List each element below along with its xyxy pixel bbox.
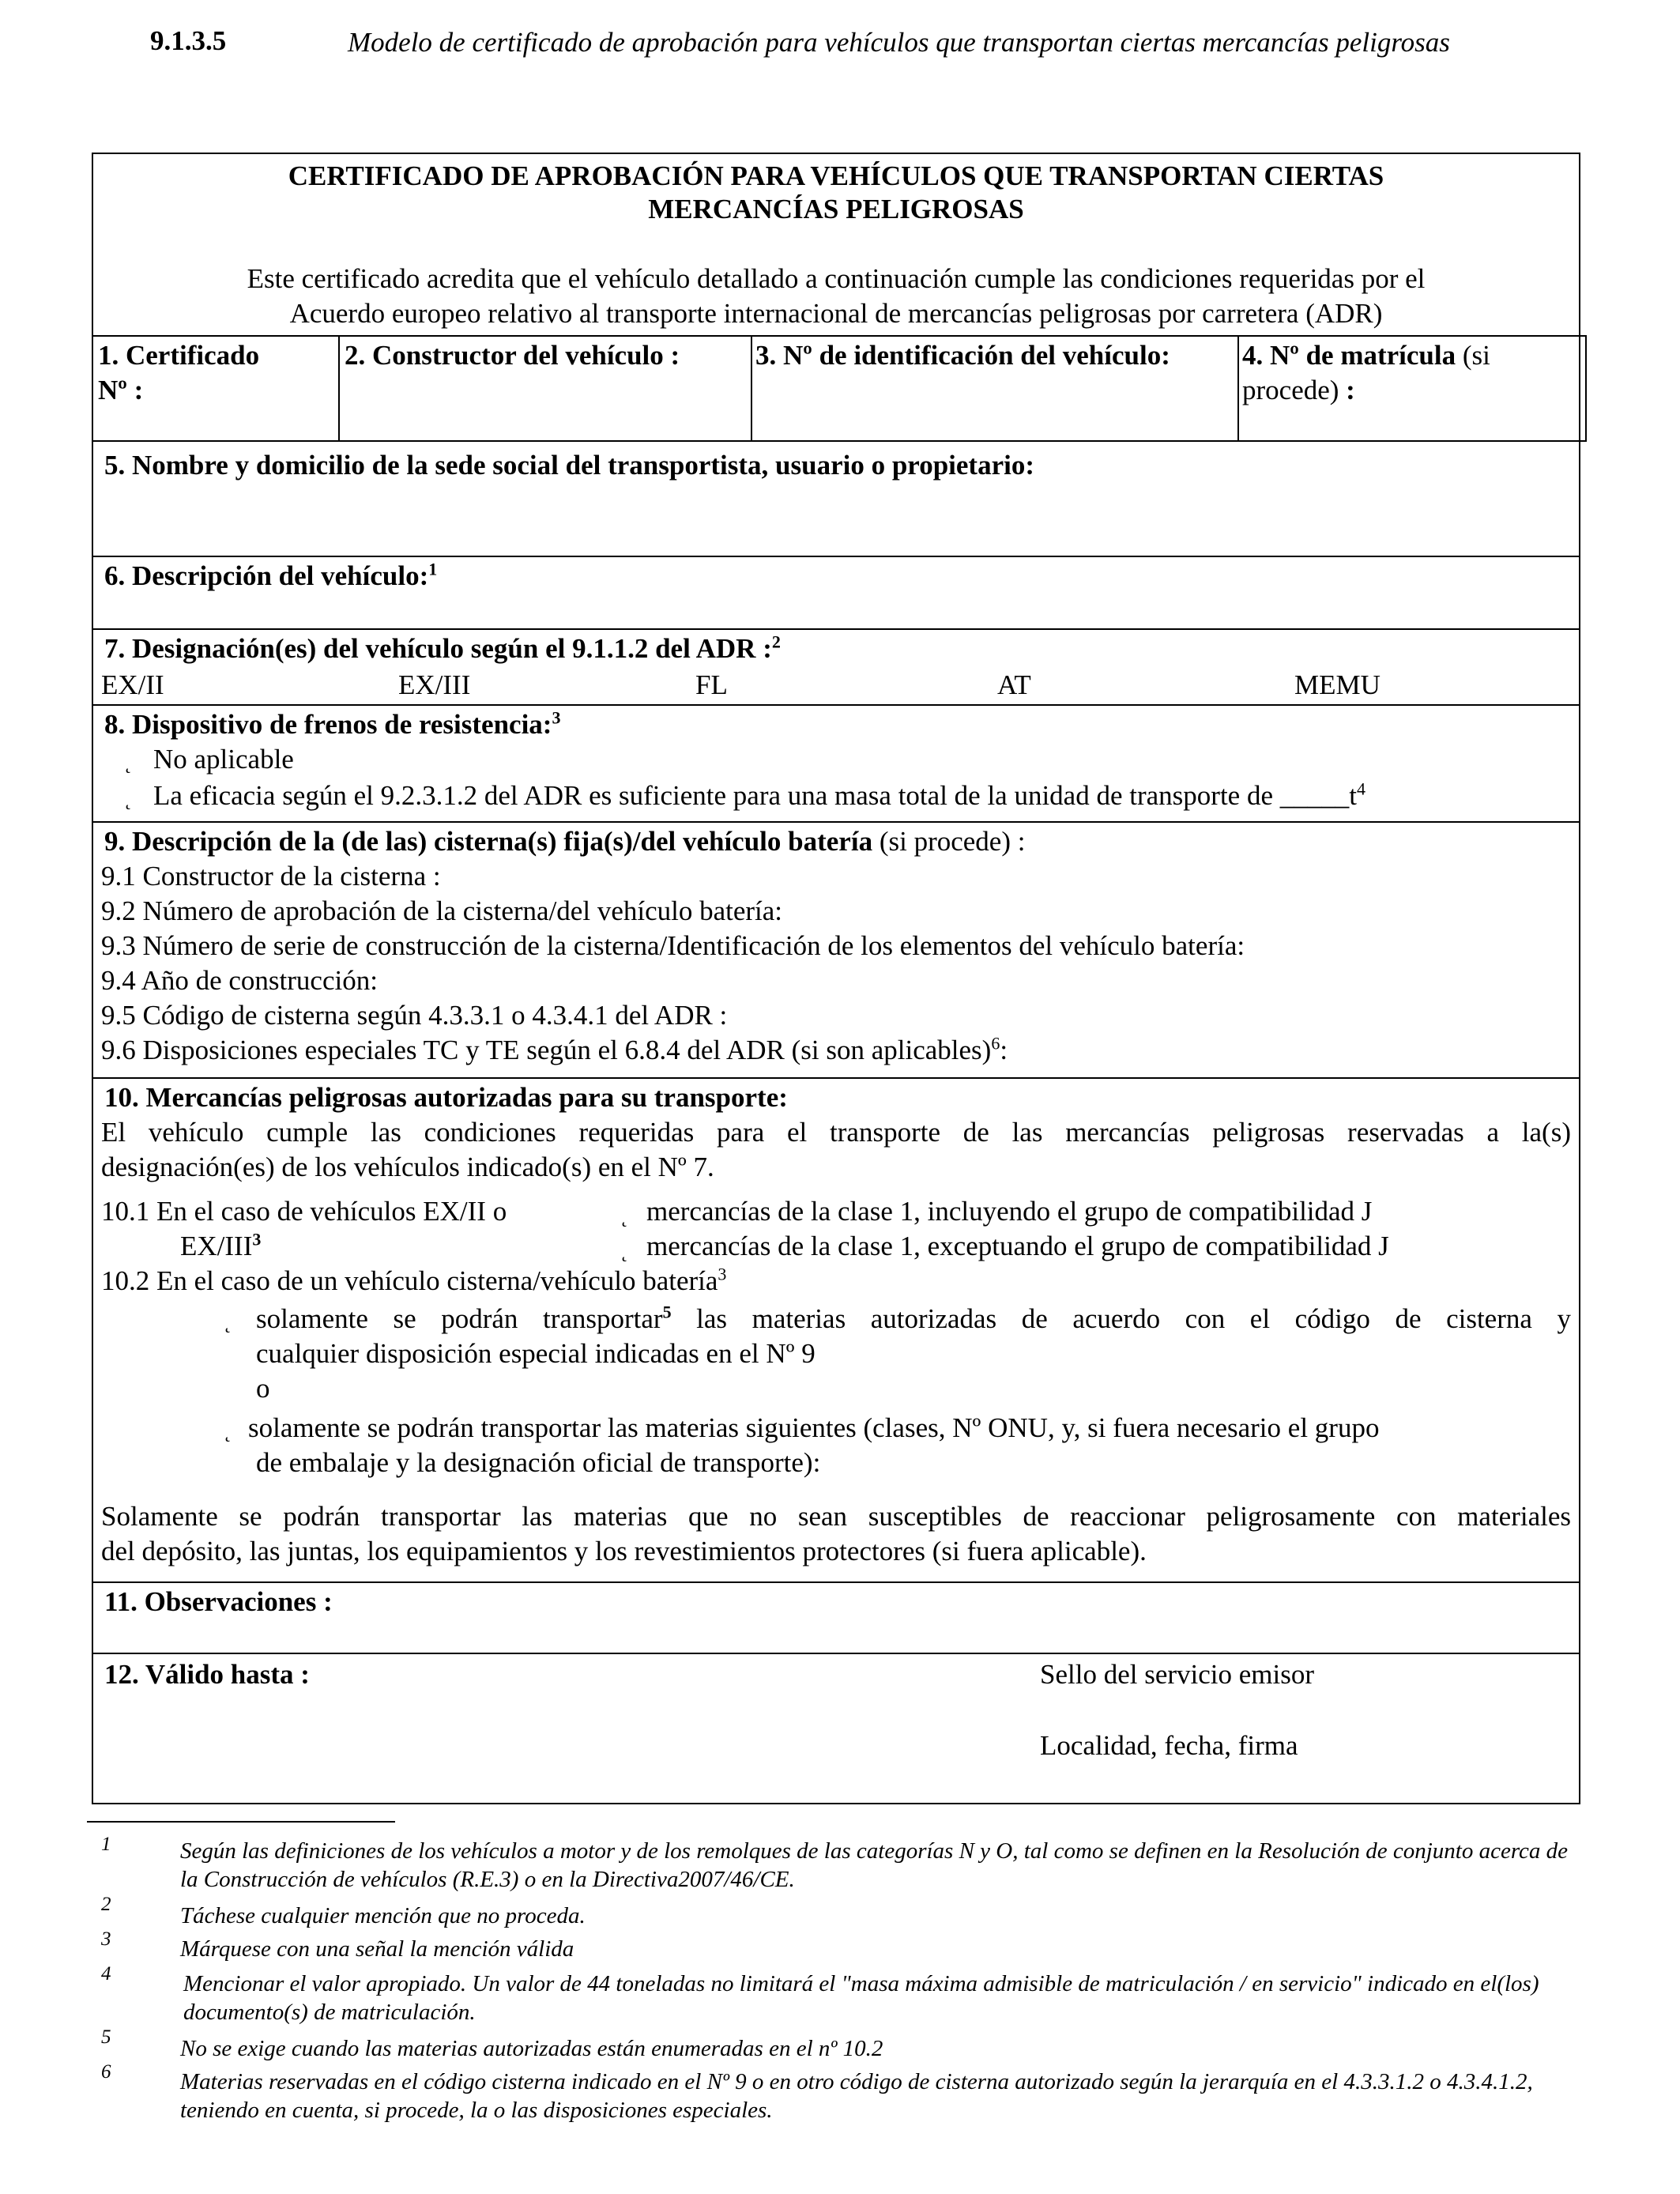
item-9-6: 9.6 Disposiciones especiales TC y TE según el 6.8.4 del ADR (si son aplicables)$^6$:: [101, 1033, 1008, 1065]
section-10-text-line1: El vehículo cumple las condiciones requeridas para el transporte de las mercancías peligrosas reservadas a la(s): [101, 1117, 1571, 1148]
item-9-2: 9.2 Número de aprobación de la cisterna/del vehículo batería:: [101, 895, 783, 926]
designation-ex-iii: EX/III: [398, 669, 471, 700]
section-10-label: 10. Mercancías peligrosas autorizadas para su transporte:: [104, 1082, 788, 1113]
footnote-3-number: 3: [101, 1928, 111, 1950]
checkbox-listed-substances[interactable]: ˛: [224, 1419, 232, 1442]
footnote-1-text: Según las definiciones de los vehículos a motor y de los remolques de las categorías N y O, tal como se definen en la Resolución de conjunto acerca de la Construcción de vehículos (R.E.3) o en la Directiva2007/46/CE.: [180, 1838, 1569, 1892]
checkbox-class1-without-j[interactable]: ˛: [621, 1239, 628, 1262]
certificate-title-line2: MERCANCÍAS PELIGROSAS: [648, 194, 1024, 224]
designation-fl: FL: [695, 669, 728, 700]
section-12-label: 12. Válido hasta :: [104, 1659, 310, 1690]
item-9-3: 9.3 Número de serie de construcción de la cisterna/Identificación de los elementos del vehículo batería:: [101, 930, 1245, 961]
designation-memu: MEMU: [1294, 669, 1381, 700]
item-10-1-label-2: EX/III$^3$: [180, 1229, 262, 1261]
section-6-label: 6. Descripción del vehículo:$^1$: [104, 559, 438, 591]
footnote-separator: [87, 1821, 395, 1823]
field-registration-label-2: procede) :: [1242, 375, 1355, 405]
option-class1-with-j: mercancías de la clase 1, incluyendo el grupo de compatibilidad J: [646, 1196, 1373, 1227]
footnote-5-text: No se exige cuando las materias autorizadas están enumeradas en el nº 10.2: [180, 2036, 883, 2061]
checkbox-not-applicable[interactable]: ˛: [125, 751, 132, 774]
item-10-2-label: 10.2 En el caso de un vehículo cisterna/vehículo batería$^3$: [101, 1264, 727, 1296]
field-registration-label: 4. Nº de matrícula (si: [1242, 340, 1490, 371]
footnote-1-number: 1: [101, 1834, 111, 1855]
option-not-applicable: No aplicable: [153, 744, 294, 775]
designation-at: AT: [997, 669, 1031, 700]
certificate-title-line1: CERTIFICADO DE APROBACIÓN PARA VEHÍCULOS QUE TRANSPORTAN CIERTAS: [288, 160, 1384, 191]
or-separator: o: [256, 1373, 270, 1404]
item-9-5: 9.5 Código de cisterna según 4.3.3.1 o 4.3.4.1 del ADR :: [101, 1000, 728, 1031]
field-vehicle-manufacturer-label: 2. Constructor del vehículo :: [345, 340, 680, 371]
field-certificate-number-label: 1. Certificado: [98, 340, 260, 371]
footnote-5-number: 5: [101, 2026, 111, 2048]
footnote-2-text: Táchese cualquier mención que no proceda.: [180, 1903, 586, 1928]
section-number: 9.1.3.5: [150, 25, 227, 56]
certificate-intro-line2: Acuerdo europeo relativo al transporte internacional de mercancías peligrosas por carretera (ADR): [289, 298, 1383, 329]
identification-row: [92, 335, 1587, 442]
option-efficiency: La eficacia según el 9.2.3.1.2 del ADR es suficiente para una masa total de la unidad de transporte de $\_\_\_\_\_t^4$: [153, 778, 1365, 811]
footnote-3-text: Márquese con una señal la mención válida: [180, 1936, 574, 1962]
issuing-service-stamp: Sello del servicio emisor: [1040, 1659, 1315, 1690]
item-9-4: 9.4 Año de construcción:: [101, 965, 378, 996]
section-10-text-line2: designación(es) de los vehículos indicado(s) en el Nº 7.: [101, 1152, 714, 1182]
footnote-6-number: 6: [101, 2061, 111, 2083]
section-7-label: 7. Designación(es) del vehículo según el 9.1.1.2 del ADR :$^2$: [104, 631, 781, 664]
item-10-1-label: 10.1 En el caso de vehículos EX/II o: [101, 1196, 507, 1227]
section-8-label: 8. Dispositivo de frenos de resistencia:$^3$: [104, 707, 561, 740]
item-9-1: 9.1 Constructor de la cisterna :: [101, 861, 441, 892]
option-class1-without-j: mercancías de la clase 1, exceptuando el grupo de compatibilidad J: [646, 1231, 1389, 1261]
section-10-final-line1: Solamente se podrán transportar las materias que no sean susceptibles de reaccionar peligrosamente con materiales: [101, 1501, 1571, 1532]
field-vehicle-id-label: 3. Nº de identificación del vehículo:: [755, 340, 1170, 371]
checkbox-efficiency[interactable]: ˛: [125, 787, 132, 810]
section-title: Modelo de certificado de aprobación para vehículos que transportan ciertas mercancías peligrosas: [348, 27, 1450, 58]
option-listed-substances-line1: solamente se podrán transportar las materias siguientes (clases, Nº ONU, y, si fuera necesario el grupo: [248, 1412, 1380, 1443]
option-tank-code-line1: solamente se podrán transportar$^5$ las materias autorizadas de acuerdo con el código de cisterna y: [256, 1302, 1571, 1334]
section-11-label: 11. Observaciones :: [104, 1586, 333, 1617]
checkbox-class1-with-j[interactable]: ˛: [621, 1204, 628, 1227]
footnote-2-number: 2: [101, 1894, 111, 1915]
section-10-final-line2: del depósito, las juntas, los equipamientos y los revestimientos protectores (si fuera aplicable).: [101, 1536, 1147, 1566]
section-9-label: 9. Descripción de la (de las) cisterna(s) fija(s)/del vehículo batería (si procede) :: [104, 826, 1026, 857]
footnote-6-text: Materias reservadas en el código cisterna indicado en el Nº 9 o en otro código de cisterna autorizado según la jerarquía en el 4.3.3.1.2 o 4.3.4.1.2, teniendo en cuenta, si procede, la o las disposiciones especiales.: [180, 2069, 1533, 2123]
field-certificate-number-label-2: Nº :: [98, 375, 144, 405]
section-5-label: 5. Nombre y domicilio de la sede social del transportista, usuario o propietario:: [104, 450, 1034, 481]
checkbox-tank-code[interactable]: ˛: [224, 1310, 232, 1333]
option-listed-substances-line2: de embalaje y la designación oficial de transporte):: [256, 1447, 821, 1478]
option-tank-code-line2: cualquier disposición especial indicadas en el Nº 9: [256, 1338, 816, 1369]
certificate-form: [92, 153, 1580, 1804]
footnote-4-text: Mencionar el valor apropiado. Un valor de 44 toneladas no limitará el "masa máxima admisible de matriculación / en servicio" indicado en el(los) documento(s) de matriculación.: [183, 1971, 1539, 2025]
designation-ex-ii: EX/II: [101, 669, 164, 700]
certificate-intro-line1: Este certificado acredita que el vehículo detallado a continuación cumple las condiciones requeridas por el: [247, 263, 1426, 294]
footnote-4-number: 4: [101, 1963, 111, 1985]
place-date-signature: Localidad, fecha, firma: [1040, 1730, 1298, 1761]
